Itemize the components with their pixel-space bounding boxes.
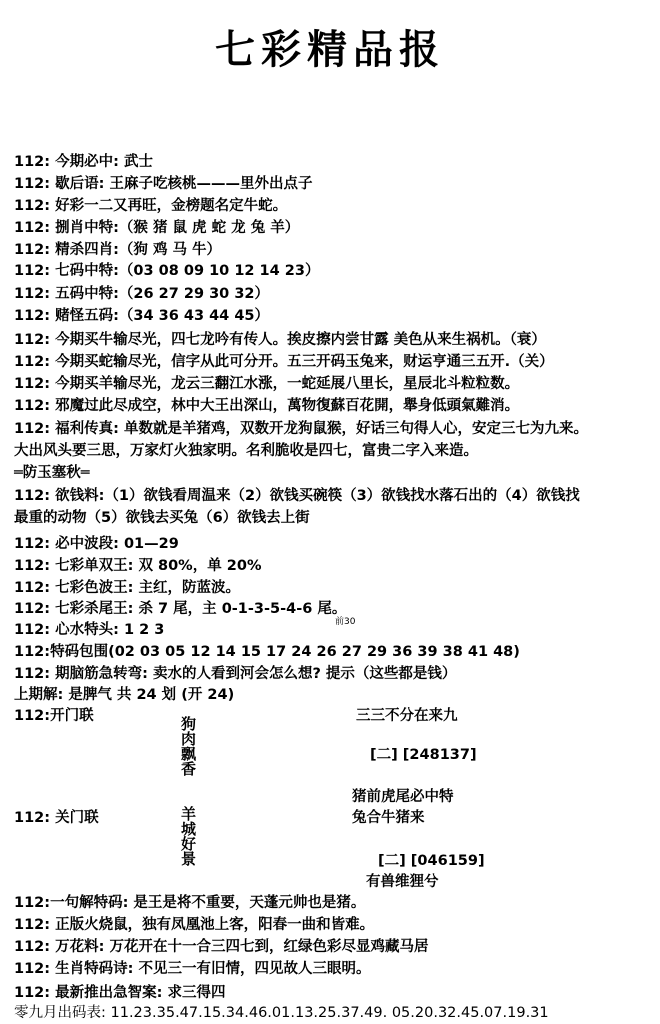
text-line: 112: 最新推出急智案: 求三得四 xyxy=(14,985,226,1001)
close-couplet-right: 兔合牛猪来 xyxy=(352,810,425,826)
text-line: 112: 捌肖中特:（猴 猪 鼠 虎 蛇 龙 兔 羊） xyxy=(14,220,300,236)
text-line: 112: 万花料: 万花开在十一合三四七到，红绿色彩尽显鸡藏马居 xyxy=(14,939,429,955)
text-line: 112:特码包围(02 03 05 12 14 15 17 24 26 27 29 36 39 38 41 48) xyxy=(14,644,520,660)
text-line: 112: 今期买蛇输尽光，信字从此可分开。五三开码玉兔来，财运亨通三五开.（关） xyxy=(14,354,554,370)
text-line: 112: 七彩杀尾王: 杀 7 尾，主 0-1-3-5-4-6 尾。 xyxy=(14,601,347,617)
text-line: 112: 歇后语: 王麻子吃核桃———里外出点子 xyxy=(14,176,313,192)
code-table: 零九月出码表: 11.23.35.47.15.34.46.01.13.25.37.49. 05.20.32.45.07.19.31 xyxy=(14,1005,549,1021)
text-line: 大出风头要三思，万家灯火独家明。名利脆收是四七，富贵二字入来造。 xyxy=(14,443,478,459)
text-line: 112: 正版火烧鼠，独有凤凰池上客，阳春一曲和皆难。 xyxy=(14,917,375,933)
close-couplet-right: 猪前虎尾必中特 xyxy=(352,789,454,805)
close-couplet-vertical: 羊城好景 xyxy=(179,806,197,866)
small-note: 前30 xyxy=(335,617,356,627)
text-line: 112: 邪魔过此尽成空，林中大王出深山，萬物復蘇百花開，舉身低頭氣難消。 xyxy=(14,398,520,414)
text-line: 112: 赌怪五码:（34 36 43 44 45） xyxy=(14,308,269,324)
text-line: 112: 好彩一二又再旺，金榜题名定牛蛇。 xyxy=(14,198,288,214)
text-line: 112:一句解特码: 是王是将不重要，天蓬元帅也是猪。 xyxy=(14,895,366,911)
text-line: 112: 五码中特:（26 27 29 30 32） xyxy=(14,286,269,302)
open-couplet-right: 三三不分在来九 xyxy=(356,708,458,724)
text-line: 112: 七彩色波王: 主红，防蓝波。 xyxy=(14,580,240,596)
close-couplet-label: 112: 关门联 xyxy=(14,810,99,826)
text-line: 112: 精杀四肖:（狗 鸡 马 牛） xyxy=(14,242,222,258)
page-title: 七彩精品报 xyxy=(215,26,445,73)
text-line: 112: 七彩单双王: 双 80%，单 20% xyxy=(14,558,262,574)
text-line: 112: 期脑筋急转弯: 卖水的人看到河会怎么想? 提示（这些都是钱） xyxy=(14,666,457,682)
text-line: 112: 福利传真: 单数就是羊猪鸡，双数开龙狗鼠猴，好话三句得人心，安定三七为九来。 xyxy=(14,421,588,437)
text-line: 112: 欲钱料:（1）欲钱看周温来（2）欲钱买碗筷（3）欲钱找水落石出的（4）欲钱找 xyxy=(14,488,580,504)
close-couplet-right: 有兽维狸兮 xyxy=(366,874,439,890)
open-couplet-vertical: 狗肉飘香 xyxy=(179,716,197,776)
open-couplet-label: 112:开门联 xyxy=(14,708,94,724)
text-line: 112: 今期买牛输尽光，四七龙吟有传人。挨皮擦内尝甘露 美色从来生祸机。（衰） xyxy=(14,332,546,348)
text-line: 112: 今期买羊输尽光，龙云三翻江水涨，一蛇延展八里长，星辰北斗粒粒数。 xyxy=(14,376,520,392)
text-line: 112: 生肖特码诗: 不见三一有旧情，四见故人三眼明。 xyxy=(14,961,371,977)
text-line: 112: 今期必中: 武士 xyxy=(14,154,153,170)
open-couplet-code: [二] [248137] xyxy=(370,747,477,763)
text-line: 上期解: 是脾气 共 24 划 (开 24) xyxy=(14,687,235,703)
text-line: 最重的动物（5）欲钱去买兔（6）欲钱去上街 xyxy=(14,510,310,526)
section-heading: ═防玉塞秋═ xyxy=(14,465,90,481)
text-line: 112: 心水特头: 1 2 3 xyxy=(14,622,165,638)
text-line: 112: 七码中特:（03 08 09 10 12 14 23） xyxy=(14,263,320,279)
text-line: 112: 必中波段: 01—29 xyxy=(14,536,179,552)
close-couplet-code: [二] [046159] xyxy=(378,853,485,869)
